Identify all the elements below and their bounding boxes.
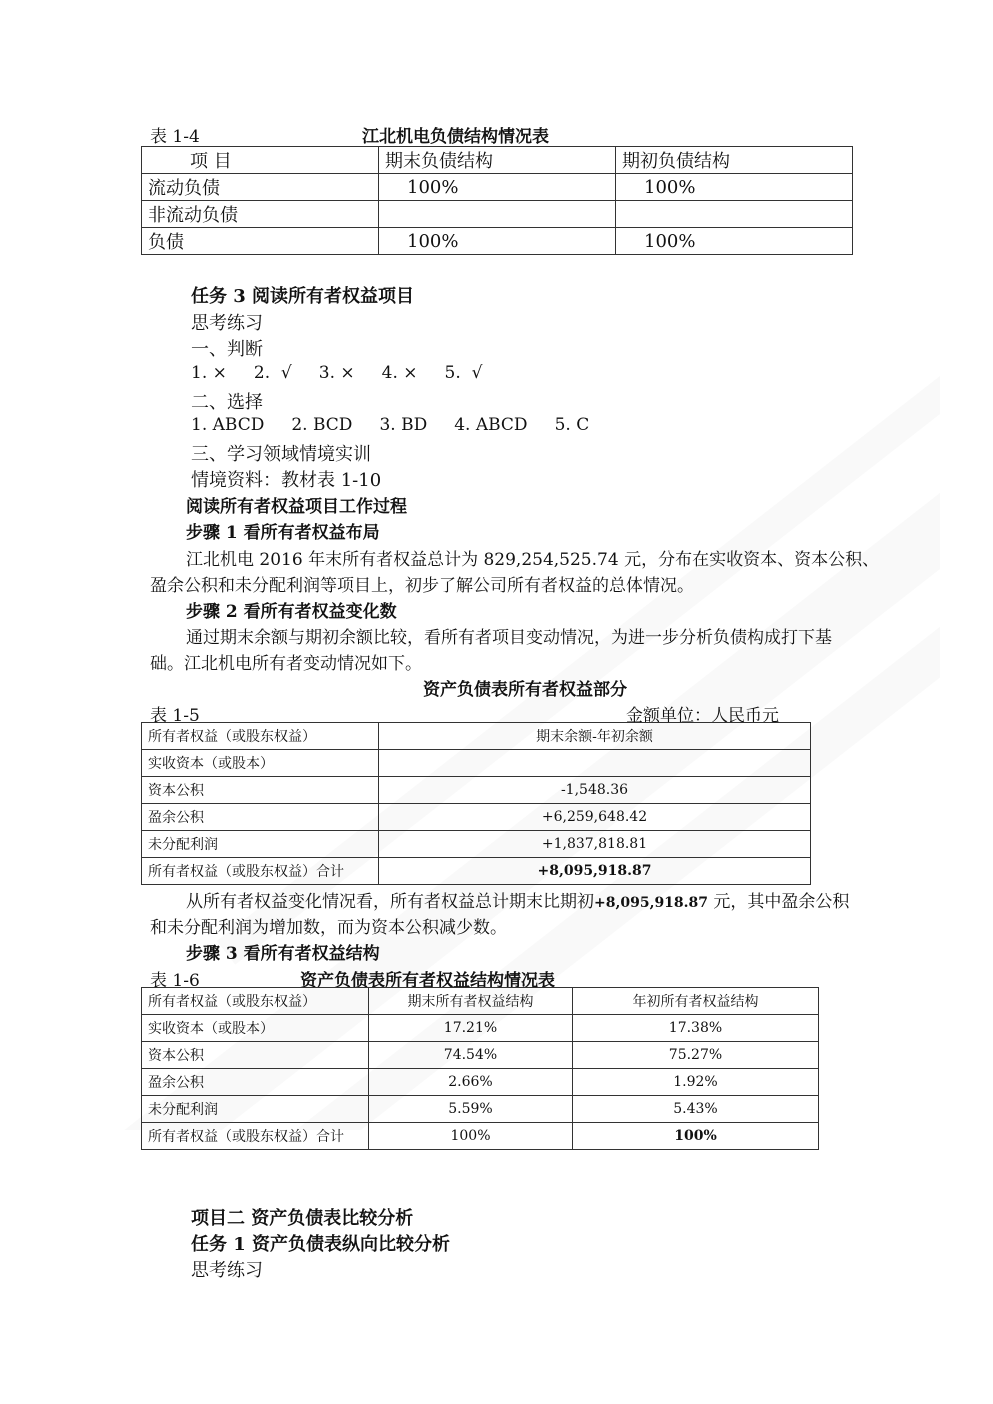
table-cell: 2.66% [369, 1069, 573, 1096]
table-header-row [142, 988, 819, 1015]
table-1-5-label: 表 1-5 [150, 706, 200, 726]
table-header-cell: 年初所有者权益结构 [573, 988, 819, 1015]
table-cell: 17.21% [369, 1015, 573, 1042]
table-cell: 100% [573, 1123, 819, 1150]
table-1-6-label: 表 1-6 [150, 971, 200, 991]
task3-title: 任务 3 阅读所有者权益项目 [191, 286, 415, 307]
analysis-text-part: 从所有者权益变化情况看，所有者权益总计期末比期初 [186, 892, 594, 912]
table-cell: 实收资本（或股本） [142, 750, 379, 777]
choice-heading: 二、选择 [191, 392, 263, 413]
table-cell: 负债 [142, 228, 379, 255]
table-header-cell: 期末所有者权益结构 [369, 988, 573, 1015]
table-cell: 100% [369, 1123, 573, 1150]
table-cell: 盈余公积 [142, 804, 379, 831]
table-cell [616, 201, 853, 228]
table-header-cell: 项 目 [142, 147, 379, 174]
project2-task1: 任务 1 资产负债表纵向比较分析 [191, 1234, 451, 1255]
table-1-5 [141, 722, 811, 885]
step2-text: 础。江北机电所有者变动情况如下。 [150, 654, 422, 674]
analysis-total: +8,095,918.87 [594, 895, 709, 911]
table-row [142, 1042, 819, 1069]
table-cell [379, 201, 616, 228]
table-row [142, 174, 853, 201]
project2-title: 项目二 资产负债表比较分析 [191, 1208, 414, 1229]
judge-answers: 1. × 2. √ 3. × 4. × 5. √ [191, 363, 483, 383]
table-cell: 资本公积 [142, 1042, 369, 1069]
table-cell: 100% [616, 228, 853, 255]
table-cell: 实收资本（或股本） [142, 1015, 369, 1042]
table-cell: 流动负债 [142, 174, 379, 201]
table-cell: 17.38% [573, 1015, 819, 1042]
practice-heading: 思考练习 [191, 313, 263, 334]
choice-answers: 1. ABCD 2. BCD 3. BD 4. ABCD 5. C [191, 415, 590, 435]
table-cell: 资本公积 [142, 777, 379, 804]
table-header-cell: 所有者权益（或股东权益） [142, 988, 369, 1015]
table-header-cell: 所有者权益（或股东权益） [142, 723, 379, 750]
step1-title: 步骤 1 看所有者权益布局 [186, 523, 380, 543]
table-header-row [142, 723, 811, 750]
table-cell: 100% [616, 174, 853, 201]
table-1-4-title: 江北机电负债结构情况表 [362, 127, 549, 147]
table-cell: 5.59% [369, 1096, 573, 1123]
table-row [142, 1096, 819, 1123]
table-cell: 盈余公积 [142, 1069, 369, 1096]
table-row [142, 777, 811, 804]
table-row [142, 858, 811, 885]
step2-text: 通过期末余额与期初余额比较，看所有者项目变动情况，为进一步分析负债构成打下基 [186, 628, 832, 648]
table-row [142, 1069, 819, 1096]
table-1-6 [141, 987, 819, 1150]
table-header-cell: 期初负债结构 [616, 147, 853, 174]
table-1-6-title: 资产负债表所有者权益结构情况表 [300, 971, 555, 991]
table-cell: 所有者权益（或股东权益）合计 [142, 1123, 369, 1150]
step3-title: 步骤 3 看所有者权益结构 [186, 944, 380, 964]
judge-heading: 一、判断 [191, 339, 263, 360]
table-cell: 100% [379, 174, 616, 201]
table-cell: 未分配利润 [142, 831, 379, 858]
table-row [142, 750, 811, 777]
table-cell: 5.43% [573, 1096, 819, 1123]
analysis-text: 和未分配利润为增加数，而为资本公积减少数。 [150, 918, 507, 938]
table-row [142, 228, 853, 255]
table-row [142, 201, 853, 228]
table-cell: +8,095,918.87 [379, 858, 811, 885]
step2-title: 步骤 2 看所有者权益变化数 [186, 602, 397, 622]
table-header-cell: 期末余额-年初余额 [379, 723, 811, 750]
table-cell: 未分配利润 [142, 1096, 369, 1123]
table-cell: 1.92% [573, 1069, 819, 1096]
table-cell: 非流动负债 [142, 201, 379, 228]
table-cell: -1,548.36 [379, 777, 811, 804]
table-row [142, 804, 811, 831]
table-row [142, 1123, 819, 1150]
table-row [142, 831, 811, 858]
table-cell: +6,259,648.42 [379, 804, 811, 831]
analysis-text [186, 887, 849, 912]
training-heading: 三、学习领域情境实训 [191, 444, 371, 465]
process-title: 阅读所有者权益项目工作过程 [186, 497, 407, 517]
step1-text: 江北机电 2016 年末所有者权益总计为 829,254,525.74 元，分布在实收资本、资本公积、 [186, 550, 880, 570]
table-1-5-unit: 金额单位：人民币元 [626, 706, 779, 726]
material-line: 情境资料：教材表 1-10 [191, 470, 382, 491]
table-cell: 75.27% [573, 1042, 819, 1069]
step1-text: 盈余公积和未分配利润等项目上，初步了解公司所有者权益的总体情况。 [150, 576, 694, 596]
table-row [142, 1015, 819, 1042]
table-1-4 [141, 146, 853, 255]
table-header-cell: 期末负债结构 [379, 147, 616, 174]
table-1-4-label: 表 1-4 [150, 127, 200, 147]
table-cell: +1,837,818.81 [379, 831, 811, 858]
table-1-5-title: 资产负债表所有者权益部分 [423, 680, 627, 700]
table-header-row [142, 147, 853, 174]
table-cell: 所有者权益（或股东权益）合计 [142, 858, 379, 885]
table-cell: 74.54% [369, 1042, 573, 1069]
practice-heading: 思考练习 [191, 1260, 263, 1281]
analysis-text-part: 元，其中盈余公积 [708, 892, 850, 912]
table-cell: 100% [379, 228, 616, 255]
table-cell [379, 750, 811, 777]
